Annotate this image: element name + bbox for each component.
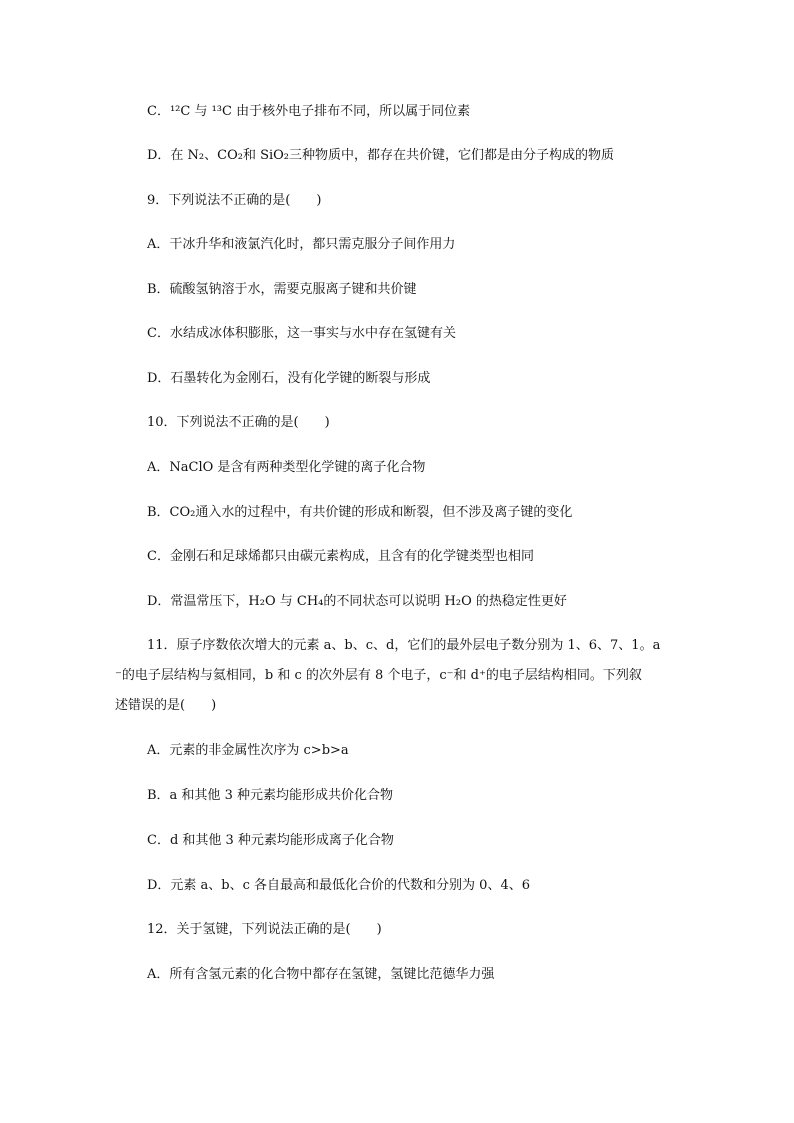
question-9: 9．下列说法不正确的是( ) bbox=[147, 193, 322, 208]
option-a-q10: A．NaClO 是含有两种类型化学键的离子化合物 bbox=[147, 460, 426, 475]
option-d-q8: D．在 N₂、CO₂和 SiO₂三种物质中，都存在共价键，它们都是由分子构成的物质 bbox=[147, 148, 615, 163]
question-10: 10．下列说法不正确的是( ) bbox=[147, 415, 330, 430]
option-c-q11: C．d 和其他 3 种元素均能形成离子化合物 bbox=[147, 833, 394, 848]
option-d-q10: D．常温常压下，H₂O 与 CH₄的不同状态可以说明 H₂O 的热稳定性更好 bbox=[147, 594, 567, 609]
question-11-line-2: ⁻的电子层结构与氦相同，b 和 c 的次外层有 8 个电子，c⁻和 d⁺的电子层结构相同。下列叙 bbox=[115, 668, 642, 683]
option-b-q9: B．硫酸氢钠溶于水，需要克服离子键和共价键 bbox=[147, 282, 417, 297]
option-a-q12: A．所有含氢元素的化合物中都存在氢键，氢键比范德华力强 bbox=[147, 967, 495, 982]
option-b-q10: B．CO₂通入水的过程中，有共价键的形成和断裂，但不涉及离子键的变化 bbox=[147, 505, 573, 520]
option-d-q11: D．元素 a、b、c 各自最高和最低化合价的代数和分别为 0、4、6 bbox=[147, 878, 530, 893]
question-11-line-3: 述错误的是( ) bbox=[115, 698, 217, 713]
option-b-q11: B．a 和其他 3 种元素均能形成共价化合物 bbox=[147, 788, 393, 803]
option-c-q10: C．金刚石和足球烯都只由碳元素构成，且含有的化学键类型也相同 bbox=[147, 549, 534, 564]
option-a-q11: A．元素的非金属性次序为 c>b>a bbox=[147, 743, 349, 758]
option-c-q9: C．水结成冰体积膨胀，这一事实与水中存在氢键有关 bbox=[147, 326, 456, 341]
option-d-q9: D．石墨转化为金刚石，没有化学键的断裂与形成 bbox=[147, 371, 431, 386]
option-a-q9: A．干冰升华和液氯汽化时，都只需克服分子间作用力 bbox=[147, 237, 456, 252]
question-11-line-1: 11．原子序数依次增大的元素 a、b、c、d，它们的最外层电子数分别为 1、6、7、1。a bbox=[147, 638, 661, 653]
question-12: 12．关于氢键，下列说法正确的是( ) bbox=[147, 922, 382, 937]
option-c-q8: C．¹²C 与 ¹³C 由于核外电子排布不同，所以属于同位素 bbox=[147, 104, 471, 119]
